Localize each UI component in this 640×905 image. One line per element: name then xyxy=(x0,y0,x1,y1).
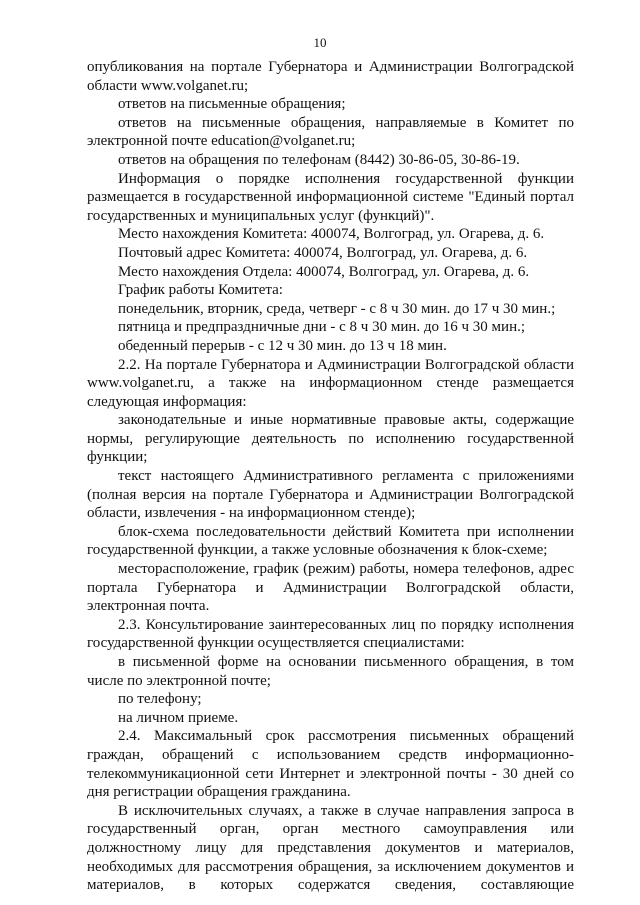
paragraph: на личном приеме. xyxy=(118,709,239,726)
paragraph: понедельник, вторник, среда, четверг - с 8 ч 30 мин. до 17 ч 30 мин.; xyxy=(118,300,556,317)
paragraph: Информация о порядке исполнения государственной функции размещается в государственной информационной системе "Единый портал государственных и муниципальных услуг (функций)". xyxy=(87,170,574,224)
paragraph: текст настоящего Административного регламента с приложениями (полная версия на портале Губернатора и Администрации Волгоградской области, извлечения - на информационном стенде); xyxy=(87,468,574,522)
paragraph: 2.4. Максимальный срок рассмотрения письменных обращений граждан, обращений с использованием средств информационно-телекоммуникационной сети Интернет и электронной почты - 30 дней со дня регистрации обращения гражданина. xyxy=(87,728,574,801)
paragraph: пятница и предпраздничные дни - с 8 ч 30 мин. до 16 ч 30 мин.; xyxy=(118,319,526,336)
paragraph: Место нахождения Комитета: 400074, Волгоград, ул. Огарева, д. 6. xyxy=(118,226,545,243)
paragraph: по телефону; xyxy=(118,691,202,708)
paragraph: Место нахождения Отдела: 400074, Волгоград, ул. Огарева, д. 6. xyxy=(118,263,530,280)
paragraph: в письменной форме на основании письменного обращения, в том числе по электронной почте; xyxy=(87,654,574,689)
paragraph: блок-схема последовательности действий Комитета при исполнении государственной функции, а также условные обозначения к блок-схеме; xyxy=(87,523,574,559)
document-body xyxy=(87,58,574,895)
paragraph: 2.3. Консультирование заинтересованных лиц по порядку исполнения государственной функции осуществляется специалистами: xyxy=(87,616,574,652)
page-number: 10 xyxy=(313,35,327,50)
paragraph: обеденный перерыв - с 12 ч 30 мин. до 13 ч 18 мин. xyxy=(118,337,447,354)
paragraph: месторасположение, график (режим) работы, номера телефонов, адрес портала Губернатора и Администрации Волгоградской области, электронная почта. xyxy=(87,561,574,615)
paragraph: законодательные и иные нормативные правовые акты, содержащие нормы, регулирующие деятельность по исполнению государственной функции; xyxy=(87,412,574,466)
paragraph: опубликования на портале Губернатора и Администрации Волгоградской области www.volganet.ru; xyxy=(87,59,574,94)
paragraph: 2.2. На портале Губернатора и Администрации Волгоградской области www.volganet.ru, а также на информационном стенде размещается следующая информация: xyxy=(87,356,574,410)
paragraph: В исключительных случаях, а также в случае направления запроса в государственный орган, орган местного самоуправления или должностному лицу для представления документов и материалов, необходимых для рассмотрения обращения, за исключением документов и материалов, в которых содержатся сведения, составляющие xyxy=(87,802,574,894)
paragraph: ответов на обращения по телефонам (8442) 30-86-05, 30-86-19. xyxy=(118,151,520,168)
paragraph: ответов на письменные обращения, направляемые в Комитет по электронной почте education@volganet.ru; xyxy=(87,114,574,150)
paragraph: ответов на письменные обращения; xyxy=(118,96,346,113)
paragraph: Почтовый адрес Комитета: 400074, Волгоград, ул. Огарева, д. 6. xyxy=(118,244,528,261)
paragraph: График работы Комитета: xyxy=(118,282,283,299)
